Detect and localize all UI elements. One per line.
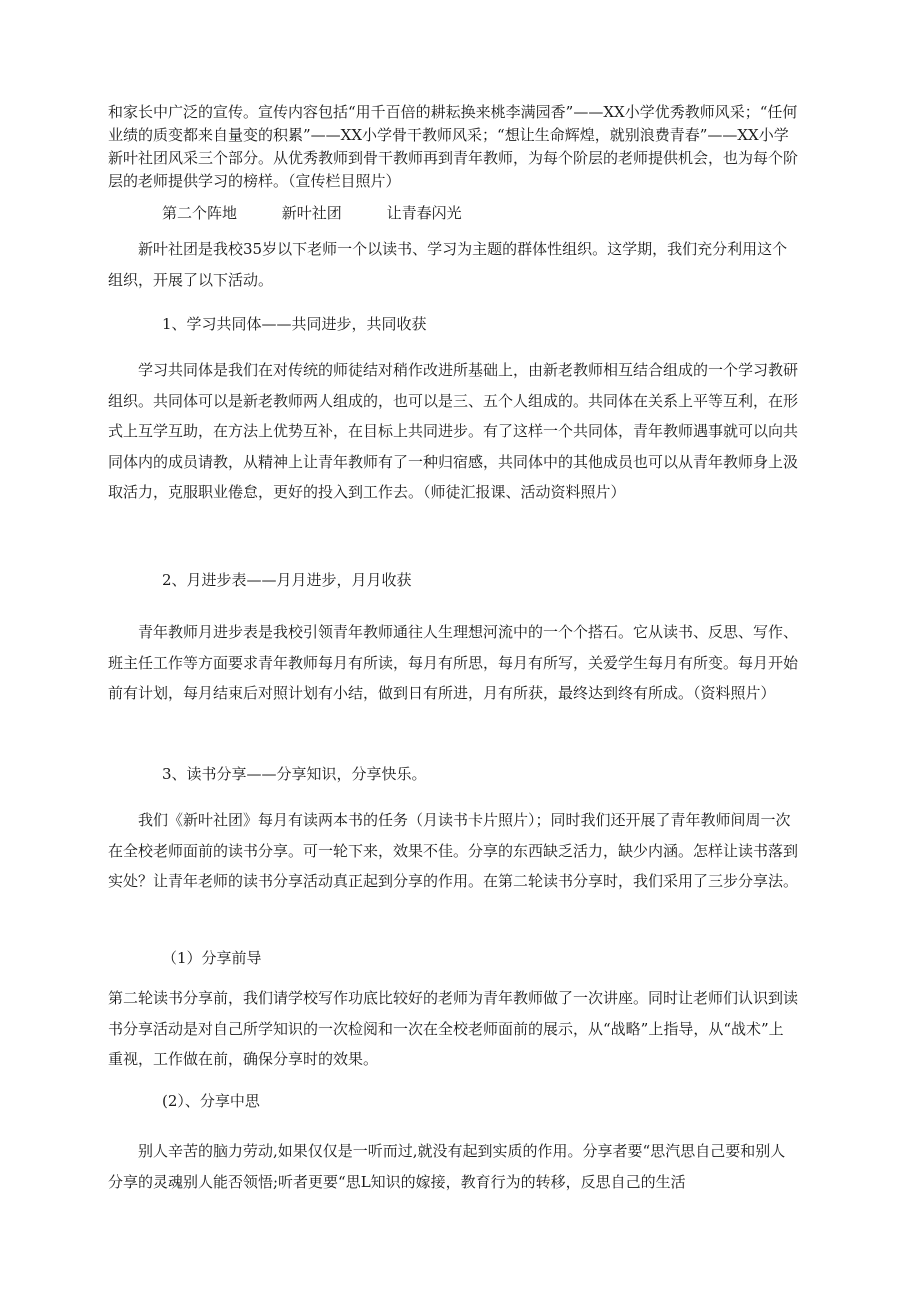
sub2-body: 别人辛苦的脑力劳动,如果仅仅是一听而过,就没有起到实质的作用。分享者要“思汽思自己要和别人分享的灵魂别人能否领悟;听者更要“思L知识的嫁接，教育行为的转移，反思自己的生活 xyxy=(108,1142,786,1191)
club-intro-paragraph: 新叶社团是我校35岁以下老师一个以读书、学习为主题的群体性组织。这学期，我们充分利用这个组织，开展了以下活动。 xyxy=(108,240,788,289)
sub1-body: 第二轮读书分享前，我们请学校写作功底比较好的老师为青年教师做了一次讲座。同时让老师们认识到读书分享活动是对自己所学知识的一次检阅和一次在全校老师面前的展示，从“战略”上指导，从“战术”上重视，工作做在前，确保分享时的效果。 xyxy=(108,989,799,1068)
item3-body: 我们《新叶社团》每月有读两本书的任务（月读书卡片照片）；同时我们还开展了青年教师间周一次在全校老师面前的读书分享。可一轮下来，效果不佳。分享的东西缺乏活力，缺少内涵。怎样让读书落到实处？让青年老师的读书分享活动真正起到分享的作用。在第二轮读书分享时，我们采用了三步分享法。 xyxy=(108,811,799,890)
item3-title: 3、读书分享——分享知识，分享快乐。 xyxy=(162,765,427,783)
section-heading-part2: 新叶社团 xyxy=(281,204,342,222)
sub1-title: （1）分享前导 xyxy=(162,949,262,967)
section-heading xyxy=(162,202,502,224)
sub2-title: (2）、分享中思 xyxy=(162,1092,260,1110)
item2-title: 2、月进步表——月月进步，月月收获 xyxy=(162,571,412,589)
section-heading-part3: 让青春闪光 xyxy=(386,204,462,222)
item1-body: 学习共同体是我们在对传统的师徒结对稍作改进所基础上，由新老教师相互结合组成的一个学习教研组织。共同体可以是新老教师两人组成的，也可以是三、五个人组成的。共同体在关系上平等互利，在形式上互学互助，在方法上优势互补，在目标上共同进步。有了这样一个共同体，青年教师遇事就可以向共同体内的成员请教，从精神上让青年教师有了一种归宿感，共同体中的其他成员也可以从青年教师身上汲取活力，克服职业倦怠，更好的投入到工作去。（师徒汇报课、活动资料照片） xyxy=(108,361,799,501)
section-heading-part1: 第二个阵地 xyxy=(162,204,238,222)
item2-body: 青年教师月进步表是我校引领青年教师通往人生理想河流中的一个个搭石。它从读书、反思、写作、班主任工作等方面要求青年教师每月有所读，每月有所思，每月有所写，关爱学生每月有所变。每月开始前有计划，每月结束后对照计划有小结，做到日有所进，月有所获，最终达到终有所成。（资料照片） xyxy=(108,623,799,702)
item1-title: 1、学习共同体——共同进步，共同收获 xyxy=(162,315,427,333)
intro-paragraph: 和家长中广泛的宣传。宣传内容包括“用千百倍的耕耘换来桃李满园香”——XX小学优秀教师风采；“任何业绩的质变都来自量变的积累”——XX小学骨干教师风采；“想让生命辉煌，就别浪费青春”——XX小学新叶社团风采三个部分。从优秀教师到骨干教师再到青年教师，为每个阶层的老师提供机会，也为每个阶层的老师提供学习的榜样。（宣传栏目照片） xyxy=(108,103,799,190)
